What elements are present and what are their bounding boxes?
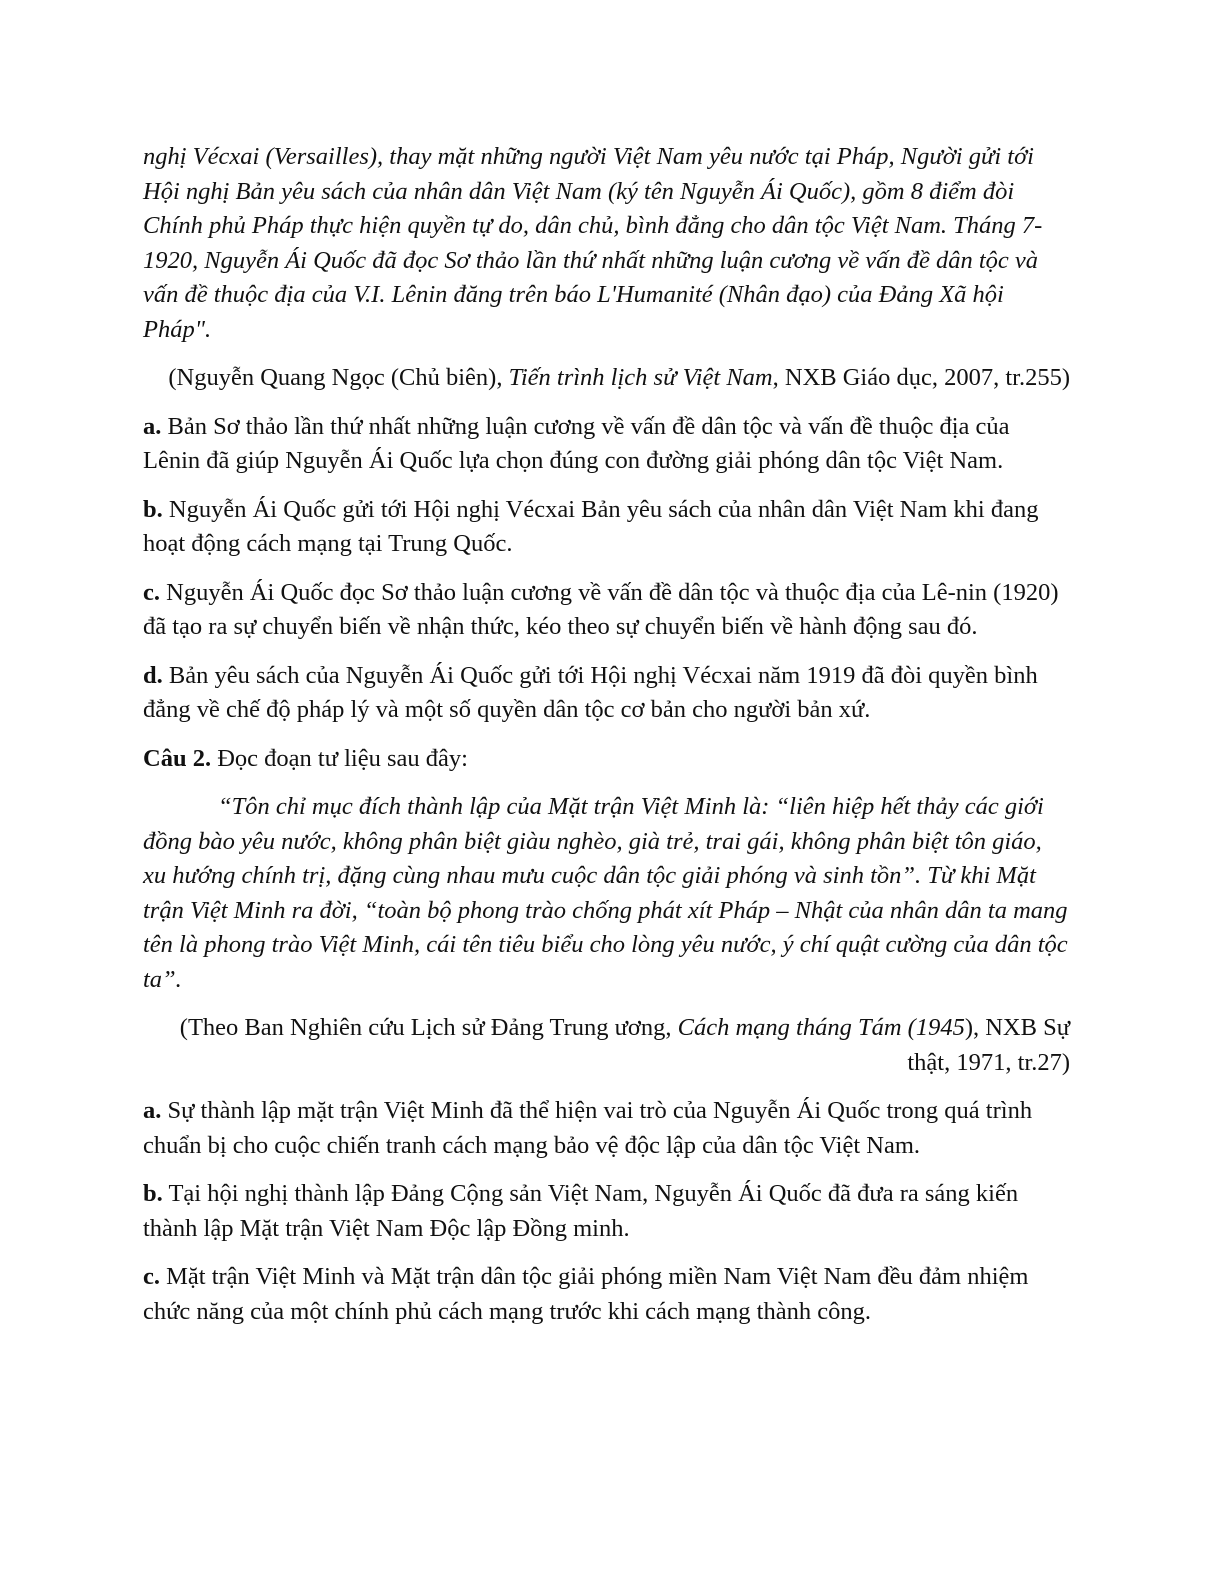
statement-label: a. <box>143 1097 162 1124</box>
question-prompt: Đọc đoạn tư liệu sau đây: <box>211 744 468 772</box>
citation-2-title: Cách mạng tháng Tám (1945 <box>677 1014 965 1041</box>
citation-1 <box>143 361 1070 396</box>
statement-label: c. <box>143 578 160 606</box>
statement-text: Bản yêu sách của Nguyễn Ái Quốc gửi tới Hội nghị Vécxai năm 1919 đã đòi quyền bình đẳng về chế độ pháp lý và một số quyền dân tộc cơ bản cho người bản xứ. <box>143 661 1038 723</box>
statement-text: Bản Sơ thảo lần thứ nhất những luận cương về vấn đề dân tộc và vấn đề thuộc địa của Lênin đã giúp Nguyễn Ái Quốc lựa chọn đúng con đường giải phóng dân tộc Việt Nam. <box>143 412 1010 474</box>
q2-statement-c <box>143 1260 1070 1329</box>
document-page <box>143 140 1070 1329</box>
citation-2-suffix: ), NXB Sự thật, 1971, tr.27) <box>907 1014 1070 1076</box>
q1-statement-b <box>143 493 1070 562</box>
q1-statement-c <box>143 576 1070 645</box>
question-2-heading <box>143 742 1070 777</box>
q1-statement-d <box>143 659 1070 728</box>
statement-text: Sự thành lập mặt trận Việt Minh đã thể hiện vai trò của Nguyễn Ái Quốc trong quá trình chuẩn bị cho cuộc chiến tranh cách mạng bảo vệ độc lập của dân tộc Việt Nam. <box>143 1097 1033 1159</box>
citation-1-title: Tiến trình lịch sử Việt Nam <box>508 364 773 391</box>
statement-label: c. <box>143 1263 160 1290</box>
q1-statement-a <box>143 410 1070 479</box>
statement-label: b. <box>143 495 163 523</box>
citation-1-suffix: , NXB Giáo dục, 2007, tr.255) <box>772 364 1070 391</box>
citation-2 <box>143 1011 1070 1080</box>
statement-text: Mặt trận Việt Minh và Mặt trận dân tộc giải phóng miền Nam Việt Nam đều đảm nhiệm chức năng của một chính phủ cách mạng trước khi cách mạng thành công. <box>143 1263 1029 1325</box>
statement-text: Tại hội nghị thành lập Đảng Cộng sản Việt Nam, Nguyễn Ái Quốc đã đưa ra sáng kiến thành lập Mặt trận Việt Nam Độc lập Đồng minh. <box>143 1180 1019 1242</box>
q2-statement-a <box>143 1094 1070 1163</box>
quote-passage-2: “Tôn chỉ mục đích thành lập của Mặt trận Việt Minh là: “liên hiệp hết thảy các giới đồng bào yêu nước, không phân biệt giàu nghèo, già trẻ, trai gái, không phân biệt tôn giáo, xu hướng chính trị, đặng cùng nhau mưu cuộc dân tộc giải phóng và sinh tồn”. Từ khi Mặt trận Việt Minh ra đời, “toàn bộ phong trào chống phát xít Pháp – Nhật của nhân dân ta mang tên là phong trào Việt Minh, cái tên tiêu biểu cho lòng yêu nước, ý chí quật cường của dân tộc ta”. <box>143 793 1068 993</box>
citation-2-prefix: (Theo Ban Nghiên cứu Lịch sử Đảng Trung ương, <box>179 1014 678 1041</box>
statement-text: Nguyễn Ái Quốc đọc Sơ thảo luận cương về vấn đề dân tộc và thuộc địa của Lê-nin (1920) đã tạo ra sự chuyển biến về nhận thức, kéo theo sự chuyển biến về hành động sau đó. <box>143 578 1059 640</box>
citation-1-prefix: (Nguyễn Quang Ngọc (Chủ biên), <box>168 364 509 391</box>
statement-label: a. <box>143 412 162 440</box>
q2-statement-b <box>143 1177 1070 1246</box>
statement-label: b. <box>143 1180 163 1207</box>
statement-label: d. <box>143 661 163 689</box>
question-label: Câu 2. <box>143 744 212 772</box>
quote-passage-1: nghị Vécxai (Versailles), thay mặt những người Việt Nam yêu nước tại Pháp, Người gửi tới Hội nghị Bản yêu sách của nhân dân Việt Nam (ký tên Nguyễn Ái Quốc), gồm 8 điểm đòi Chính phủ Pháp thực hiện quyền tự do, dân chủ, bình đẳng cho dân tộc Việt Nam. Tháng 7-1920, Nguyễn Ái Quốc đã đọc Sơ thảo lần thứ nhất những luận cương về vấn đề dân tộc và vấn đề thuộc địa của V.I. Lênin đăng trên báo L'Humanité (Nhân đạo) của Đảng Xã hội Pháp". <box>143 143 1043 343</box>
statement-text: Nguyễn Ái Quốc gửi tới Hội nghị Vécxai Bản yêu sách của nhân dân Việt Nam khi đang hoạt động cách mạng tại Trung Quốc. <box>143 495 1039 557</box>
